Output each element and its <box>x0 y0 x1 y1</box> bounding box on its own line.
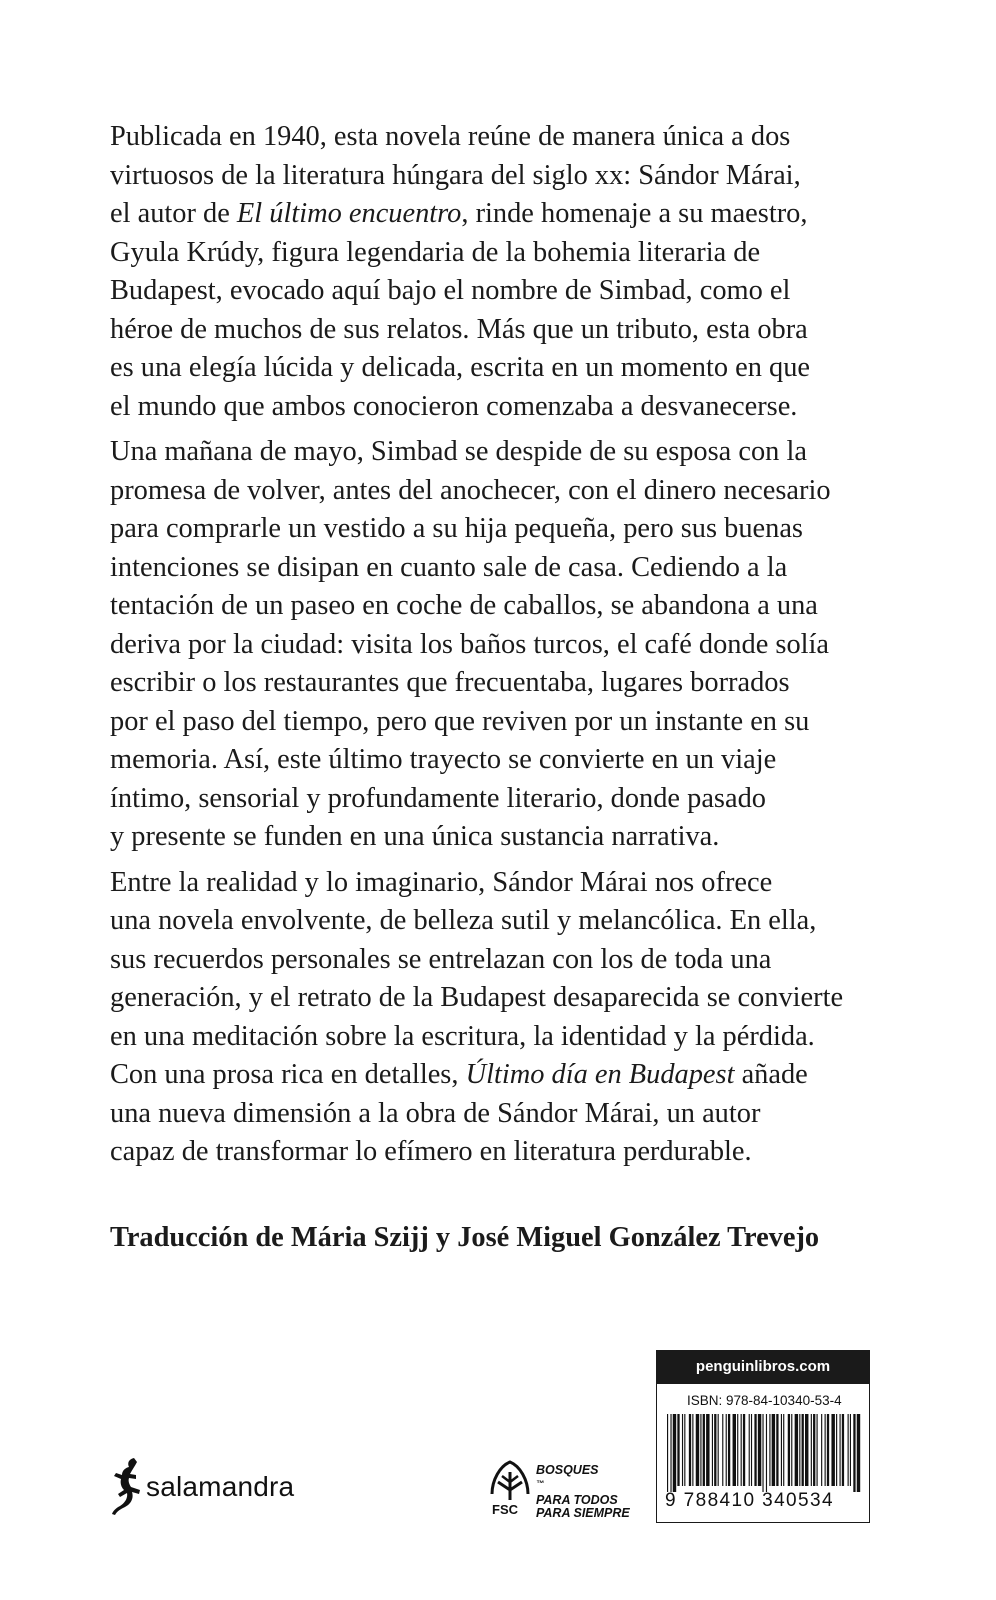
barcode-bar <box>684 1414 685 1486</box>
publisher-name: salamandra <box>146 1471 295 1502</box>
text-line: tentación de un paseo en coche de caballos, se abandona a una <box>110 590 818 621</box>
text-line: y presente se funden en una única sustancia narrativa. <box>110 821 720 852</box>
barcode-bar <box>802 1414 804 1486</box>
isbn-text: ISBN: 978-84-10340-53-4 <box>687 1393 842 1408</box>
blurb-paragraph-3 <box>110 864 890 1172</box>
barcode-bar <box>836 1414 837 1486</box>
barcode-bar <box>813 1414 815 1486</box>
barcode-bar <box>718 1414 719 1486</box>
slogan-line: PARA SIEMPRE <box>536 1506 630 1521</box>
text-line: el mundo que ambos conocieron comenzaba a desvanecerse. <box>110 390 798 422</box>
text-line: íntimo, sensorial y profundamente literario, donde pasado <box>110 782 766 814</box>
barcode-bar <box>788 1414 790 1486</box>
barcode-bar <box>805 1414 808 1486</box>
text-fragment: añade <box>734 1059 808 1090</box>
text-line: una novela envolvente, de belleza sutil y melancólica. En ella, <box>110 905 817 936</box>
translator-credit: Traducción de Mária Szijj y José Miguel González Trevejo <box>110 1222 820 1253</box>
barcode-bar <box>714 1414 716 1486</box>
barcode-bar <box>677 1414 679 1486</box>
text-line: escribir o los restaurantes que frecuentaba, lugares borrados <box>110 667 790 698</box>
barcode-bar <box>741 1414 742 1486</box>
text-line: capaz de transformar lo efímero en literatura perdurable. <box>110 1136 752 1167</box>
barcode-bar <box>850 1414 851 1486</box>
barcode-bar <box>689 1414 691 1486</box>
barcode-bar <box>700 1414 701 1486</box>
barcode-bar <box>769 1414 770 1486</box>
barcode-bar <box>726 1414 727 1486</box>
barcode-bar <box>766 1414 767 1492</box>
text-line: Entre la realidad y lo imaginario, Sándor Márai nos ofrece <box>110 866 773 898</box>
text-line: Una mañana de mayo, Simbad se despide de su esposa con la <box>110 436 807 467</box>
text-line: es una elegía lúcida y delicada, escrita en un momento en que <box>110 352 811 383</box>
barcode-bar <box>743 1414 745 1486</box>
barcode-bar <box>692 1414 693 1486</box>
publisher-logo <box>108 1456 298 1516</box>
barcode-bar <box>831 1414 834 1486</box>
barcode-bar <box>848 1414 849 1486</box>
salamander-icon <box>108 1456 144 1516</box>
text-line: intenciones se disipan en cuanto sale de casa. Cediendo a la <box>110 551 788 583</box>
barcode-bar <box>706 1414 709 1486</box>
barcode-bar <box>758 1414 761 1486</box>
publisher-website: penguinlibros.com <box>656 1350 870 1384</box>
barcode-bar <box>783 1414 784 1486</box>
fsc-tree-icon <box>488 1458 532 1502</box>
barcode-bar <box>703 1414 705 1486</box>
text-fragment: , rinde homenaje a su maestro, <box>461 198 808 229</box>
barcode-bar <box>667 1414 668 1492</box>
barcode-bar <box>781 1414 782 1486</box>
text-line: en una meditación sobre la escritura, la identidad y la pérdida. <box>110 1020 815 1052</box>
barcode-frame <box>656 1384 870 1523</box>
back-cover-blurb <box>110 118 890 1179</box>
barcode-bar <box>821 1414 822 1486</box>
barcode-bar <box>712 1414 713 1486</box>
book-title-italic: Último día en Budapest <box>465 1059 735 1090</box>
barcode-bar <box>751 1414 752 1486</box>
text-line: para comprarle un vestido a su hija pequeña, pero sus buenas <box>110 513 803 544</box>
fsc-slogan <box>536 1464 630 1520</box>
barcode-bar <box>722 1414 723 1486</box>
text-line: virtuosos de la literatura húngara del siglo xx: Sándor Márai, <box>110 159 801 191</box>
barcode-bar <box>842 1414 844 1486</box>
text-line: generación, y el retrato de la Budapest desaparecida se convierte <box>110 982 844 1013</box>
slogan-line: BOSQUES ™ <box>536 1463 599 1488</box>
blurb-paragraph-2 <box>110 433 890 857</box>
barcode-digits: 9 788410 340534 <box>665 1490 834 1511</box>
text-line <box>110 195 890 234</box>
text-line: sus recuerdos personales se entrelazan con los de toda una <box>110 943 772 975</box>
text-line: héroe de muchos de sus relatos. Más que un tributo, esta obra <box>110 313 808 345</box>
text-line <box>110 1056 890 1095</box>
barcode-bar <box>857 1414 860 1492</box>
barcode-bar <box>817 1414 818 1486</box>
blurb-paragraph-1 <box>110 118 890 426</box>
text-line: promesa de volver, antes del anochecer, con el dinero necesario <box>110 474 831 506</box>
barcode-bar <box>825 1414 826 1486</box>
barcode-bar <box>670 1414 671 1492</box>
barcode-bar <box>827 1414 829 1486</box>
book-title-italic: El último encuentro <box>236 198 462 229</box>
slogan-line: PARA TODOS <box>536 1493 618 1508</box>
barcode-bar <box>762 1414 763 1492</box>
barcode-bar <box>795 1414 798 1486</box>
barcode-bar <box>791 1414 792 1486</box>
text-line: Publicada en 1940, esta novela reúne de manera única a dos <box>110 121 791 152</box>
barcode-bar <box>840 1414 841 1486</box>
text-line: una nueva dimensión a la obra de Sándor Márai, un autor <box>110 1097 761 1129</box>
barcode-bar <box>772 1414 775 1486</box>
text-line: por el paso del tiempo, pero que reviven por un instante en su <box>110 705 810 737</box>
barcode-bar <box>673 1414 676 1492</box>
fsc-label: FSC <box>492 1502 518 1517</box>
text-line: Gyula Krúdy, figura legendaria de la bohemia literaria de <box>110 236 761 268</box>
barcode-bar <box>776 1414 778 1486</box>
barcode-bars <box>665 1414 863 1492</box>
barcode-bar <box>754 1414 756 1486</box>
barcode-bar <box>799 1414 800 1486</box>
fsc-certification <box>488 1458 638 1522</box>
text-fragment: el autor de <box>110 198 237 229</box>
text-fragment: Con una prosa rica en detalles, <box>110 1059 466 1090</box>
barcode-bar <box>811 1414 812 1486</box>
text-line: memoria. Así, este último trayecto se convierte en un viaje <box>110 744 777 775</box>
barcode-bar <box>682 1414 683 1486</box>
barcode-bar <box>728 1414 730 1486</box>
barcode-bar <box>853 1414 855 1492</box>
barcode-bar <box>749 1414 750 1486</box>
barcode-block <box>656 1350 870 1524</box>
text-line: Budapest, evocado aquí bajo el nombre de Simbad, como el <box>110 275 791 306</box>
text-line: deriva por la ciudad: visita los baños turcos, el café donde solía <box>110 628 830 660</box>
barcode-bar <box>733 1414 736 1486</box>
barcode-bar <box>696 1414 699 1486</box>
barcode-bar <box>737 1414 738 1486</box>
